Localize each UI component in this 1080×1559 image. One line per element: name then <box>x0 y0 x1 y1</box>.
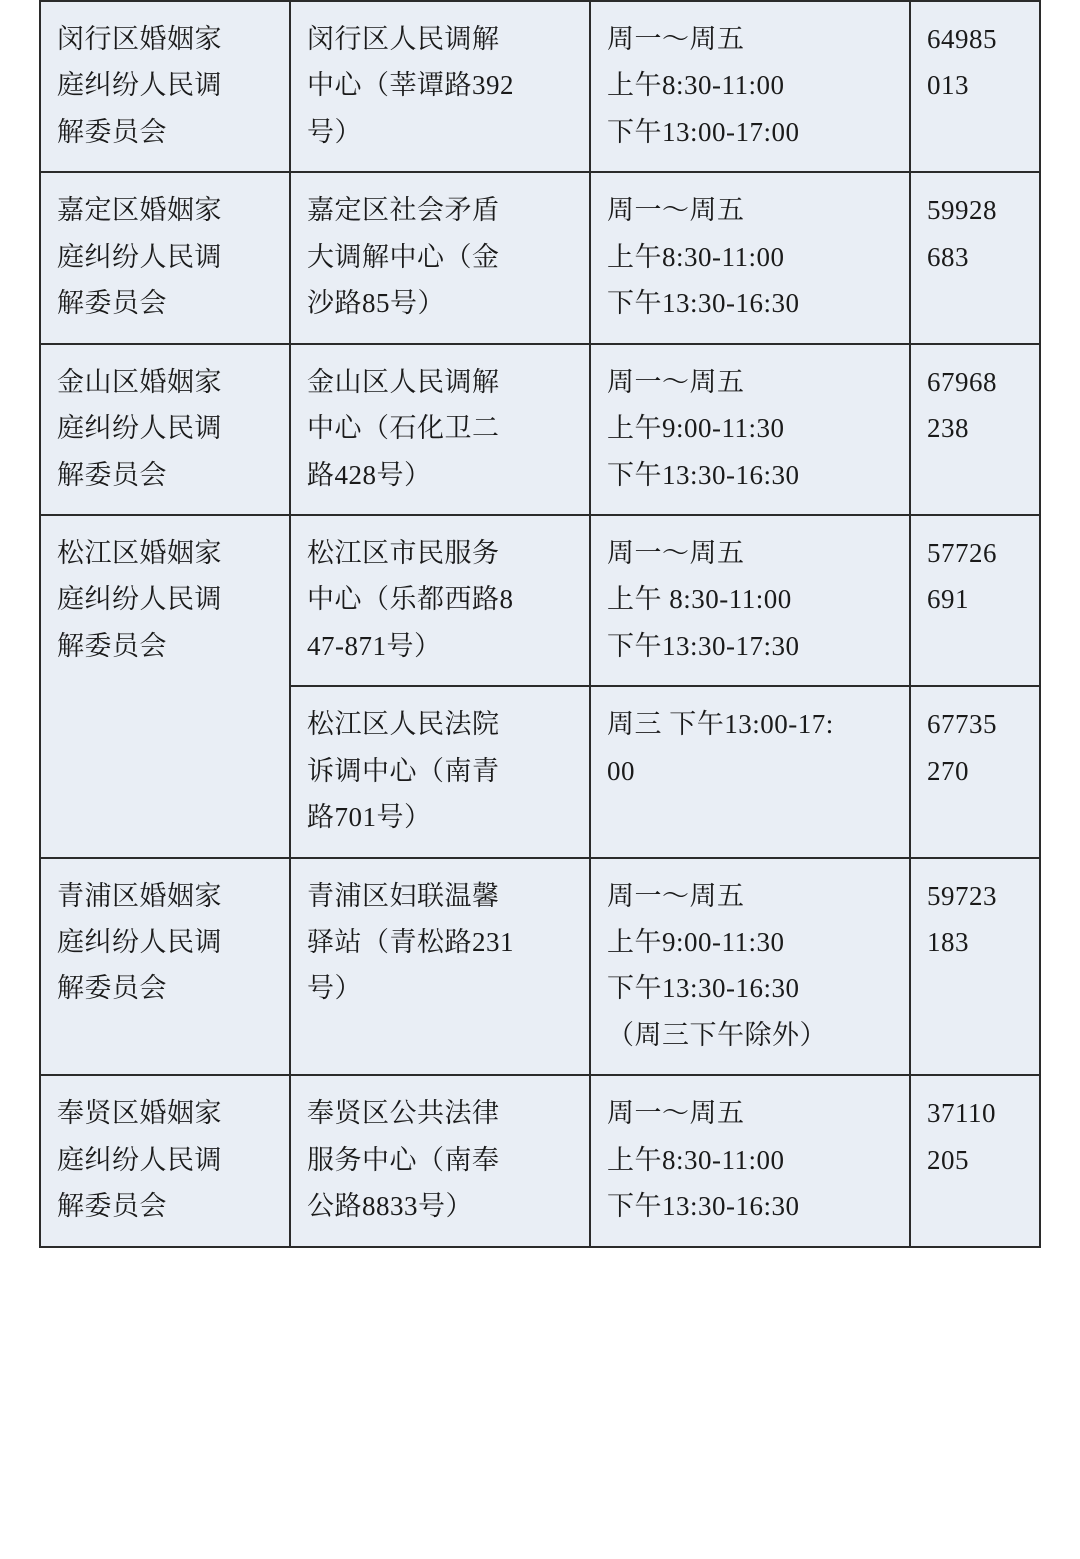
location-cell-line: 公路8833号） <box>307 1191 473 1222</box>
hours-cell-lines <box>607 16 893 155</box>
organization-cell <box>40 515 290 858</box>
organization-cell-lines <box>57 187 273 326</box>
hours-cell-line: 周三 下午13:00-17: <box>607 709 834 740</box>
hours-cell-line: 上午8:30-11:00 <box>607 241 785 272</box>
organization-cell <box>40 858 290 1076</box>
hours-cell-line: 下午13:30-16:30 <box>607 459 800 490</box>
phone-cell-line: 67968 <box>927 366 997 397</box>
hours-cell-lines <box>607 187 893 326</box>
phone-cell-lines <box>927 359 1023 452</box>
hours-cell <box>590 1075 910 1246</box>
organization-cell-line: 松江区婚姻家 <box>57 537 222 568</box>
location-cell <box>290 858 590 1076</box>
location-cell-line: 驿站（青松路231 <box>307 927 514 957</box>
phone-cell-line: 238 <box>927 413 969 444</box>
organization-cell-line: 金山区婚姻家 <box>57 366 222 397</box>
location-cell-line: 路701号） <box>307 802 432 833</box>
location-cell-lines <box>307 187 573 326</box>
location-cell-line: 大调解中心（金 <box>307 241 500 272</box>
phone-cell-line: 683 <box>927 241 969 272</box>
hours-cell-line: 周一～周五 <box>607 537 745 568</box>
phone-cell-lines <box>927 16 1023 109</box>
hours-cell-line: 00 <box>607 755 635 786</box>
organization-cell-lines <box>57 530 273 669</box>
hours-cell-line: 下午13:00-17:00 <box>607 116 800 147</box>
hours-cell-line: 上午8:30-11:00 <box>607 1144 785 1175</box>
organization-cell-line: 庭纠纷人民调 <box>57 241 222 272</box>
organization-cell-line: 奉贤区婚姻家 <box>57 1098 222 1129</box>
location-cell-line: 中心（莘谭路392 <box>307 70 514 101</box>
location-cell <box>290 172 590 343</box>
hours-cell-line: 上午 8:30-11:00 <box>607 584 792 615</box>
organization-cell-line: 青浦区婚姻家 <box>57 880 222 911</box>
phone-cell <box>910 515 1040 686</box>
location-cell-line: 闵行区人民调解 <box>307 24 500 54</box>
hours-cell <box>590 172 910 343</box>
table-row <box>40 172 1040 343</box>
phone-cell-line: 59723 <box>927 880 997 911</box>
organization-cell-line: 庭纠纷人民调 <box>57 927 222 957</box>
hours-cell <box>590 858 910 1076</box>
table-row <box>40 344 1040 515</box>
location-cell-lines <box>307 701 573 840</box>
hours-cell-line: 周一～周五 <box>607 24 745 54</box>
phone-cell-lines <box>927 530 1023 623</box>
hours-cell-line: 下午13:30-17:30 <box>607 630 800 661</box>
phone-cell-line: 59928 <box>927 195 997 226</box>
location-cell-line: 中心（乐都西路8 <box>307 584 514 615</box>
hours-cell-line: 周一～周五 <box>607 880 745 911</box>
hours-cell-lines <box>607 701 893 794</box>
location-cell-lines <box>307 1090 573 1229</box>
phone-cell-lines <box>927 1090 1023 1183</box>
hours-cell <box>590 344 910 515</box>
location-cell-line: 金山区人民调解 <box>307 366 500 397</box>
location-cell-line: 号） <box>307 116 362 147</box>
phone-cell-line: 270 <box>927 755 969 786</box>
hours-cell-line: 下午13:30-16:30 <box>607 288 800 319</box>
location-cell-line: 奉贤区公共法律 <box>307 1098 500 1129</box>
organization-cell-lines <box>57 359 273 498</box>
organization-cell-line: 解委员会 <box>57 116 167 147</box>
phone-cell <box>910 172 1040 343</box>
hours-cell <box>590 515 910 686</box>
table-body <box>40 1 1040 1247</box>
organization-cell-line: 闵行区婚姻家 <box>57 24 222 54</box>
hours-cell-line: 周一～周五 <box>607 195 745 226</box>
hours-cell <box>590 686 910 857</box>
phone-cell-line: 183 <box>927 927 969 957</box>
location-cell-lines <box>307 16 573 155</box>
location-cell-lines <box>307 359 573 498</box>
hours-cell-line: （周三下午除外） <box>607 1019 827 1050</box>
location-cell-line: 诉调中心（南青 <box>307 755 500 786</box>
phone-cell <box>910 1075 1040 1246</box>
hours-cell-lines <box>607 359 893 498</box>
table-row <box>40 858 1040 1076</box>
hours-cell-line: 周一～周五 <box>607 1098 745 1129</box>
organization-cell <box>40 172 290 343</box>
table-row <box>40 1 1040 172</box>
mediation-organizations-table <box>39 0 1041 1248</box>
hours-cell-line: 下午13:30-16:30 <box>607 1191 800 1222</box>
organization-cell <box>40 344 290 515</box>
location-cell-line: 中心（石化卫二 <box>307 413 500 444</box>
phone-cell <box>910 686 1040 857</box>
location-cell-lines <box>307 530 573 669</box>
hours-cell-line: 上午9:00-11:30 <box>607 927 785 957</box>
table-row <box>40 1075 1040 1246</box>
phone-cell-line: 691 <box>927 584 969 615</box>
hours-cell <box>590 1 910 172</box>
hours-cell-lines <box>607 530 893 669</box>
organization-cell <box>40 1 290 172</box>
phone-cell-line: 37110 <box>927 1098 996 1129</box>
location-cell-line: 路428号） <box>307 459 432 490</box>
phone-cell-line: 013 <box>927 70 969 101</box>
table-row <box>40 515 1040 686</box>
hours-cell-line: 下午13:30-16:30 <box>607 973 800 1004</box>
location-cell <box>290 515 590 686</box>
phone-cell <box>910 1 1040 172</box>
organization-cell-line: 庭纠纷人民调 <box>57 413 222 444</box>
location-cell <box>290 1075 590 1246</box>
location-cell <box>290 344 590 515</box>
organization-cell-line: 庭纠纷人民调 <box>57 70 222 101</box>
hours-cell-lines <box>607 1090 893 1229</box>
location-cell-line: 服务中心（南奉 <box>307 1144 500 1175</box>
location-cell <box>290 686 590 857</box>
organization-cell <box>40 1075 290 1246</box>
hours-cell-line: 周一～周五 <box>607 366 745 397</box>
location-cell-line: 松江区市民服务 <box>307 537 500 568</box>
phone-cell-lines <box>927 873 1023 966</box>
location-cell-line: 沙路85号） <box>307 288 445 319</box>
hours-cell-line: 上午8:30-11:00 <box>607 70 785 101</box>
organization-cell-line: 嘉定区婚姻家 <box>57 195 222 226</box>
location-cell-line: 47-871号） <box>307 630 442 661</box>
hours-cell-lines <box>607 873 893 1059</box>
location-cell-line: 青浦区妇联温馨 <box>307 880 500 911</box>
location-cell-line: 号） <box>307 973 362 1004</box>
location-cell <box>290 1 590 172</box>
organization-cell-line: 解委员会 <box>57 630 167 661</box>
organization-cell-lines <box>57 1090 273 1229</box>
phone-cell-lines <box>927 701 1023 794</box>
organization-cell-lines <box>57 873 273 1012</box>
location-cell-lines <box>307 873 573 1012</box>
phone-cell-line: 67735 <box>927 709 997 740</box>
organization-cell-line: 庭纠纷人民调 <box>57 1144 222 1175</box>
location-cell-line: 松江区人民法院 <box>307 709 500 740</box>
organization-cell-line: 解委员会 <box>57 1191 167 1222</box>
organization-cell-line: 解委员会 <box>57 459 167 490</box>
phone-cell-line: 64985 <box>927 24 997 54</box>
organization-cell-line: 庭纠纷人民调 <box>57 584 222 615</box>
phone-cell-line: 57726 <box>927 537 997 568</box>
phone-cell <box>910 344 1040 515</box>
phone-cell-line: 205 <box>927 1144 969 1175</box>
location-cell-line: 嘉定区社会矛盾 <box>307 195 500 226</box>
phone-cell <box>910 858 1040 1076</box>
organization-cell-line: 解委员会 <box>57 973 167 1004</box>
phone-cell-lines <box>927 187 1023 280</box>
organization-cell-lines <box>57 16 273 155</box>
hours-cell-line: 上午9:00-11:30 <box>607 413 785 444</box>
organization-cell-line: 解委员会 <box>57 288 167 319</box>
